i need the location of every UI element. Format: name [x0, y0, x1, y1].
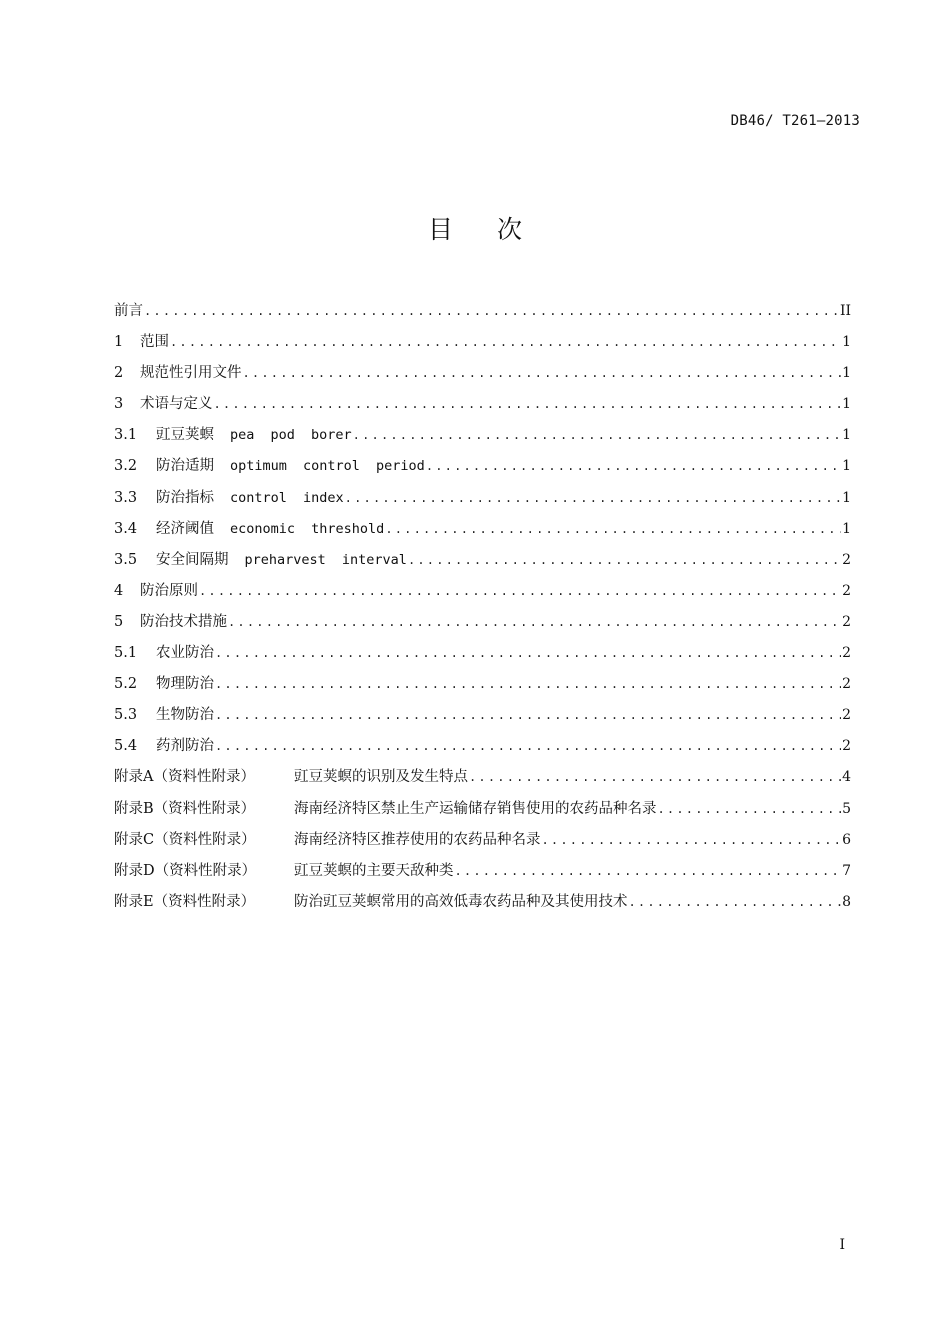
- toc-entry-label: 规范性引用文件: [140, 365, 242, 382]
- toc-entry-label: 防治豇豆荚螟常用的高效低毒农药品种及其使用技术: [294, 893, 628, 910]
- toc-entry-appendix-e[interactable]: [114, 890, 851, 921]
- toc-entry-label: 豇豆荚螟: [156, 427, 214, 444]
- toc-entry-number: 3.3: [114, 489, 138, 506]
- toc-entry-label: 海南经济特区推荐使用的农药品种名录: [294, 831, 541, 848]
- toc-entry-number: 3.5: [114, 551, 138, 568]
- toc-entry-number: 5.1: [114, 645, 138, 662]
- toc-entry-number: 2: [114, 365, 124, 382]
- toc-entry-english: control index: [230, 489, 344, 506]
- toc-entry-page: 5: [842, 800, 851, 817]
- toc-entry-page: 2: [842, 707, 851, 724]
- toc-entry-page: 1: [842, 458, 851, 475]
- toc-entry-3-3[interactable]: [114, 486, 851, 517]
- toc-entry-label: 药剂防治: [156, 738, 214, 755]
- toc-entry-page: 1: [842, 365, 851, 382]
- toc-entry-page: 1: [842, 396, 851, 413]
- toc-entry-number: 3.1: [114, 427, 138, 444]
- toc-entry-page: 2: [842, 738, 851, 755]
- toc-entry-page: 6: [842, 831, 851, 848]
- toc-entry-appendix-b[interactable]: [114, 797, 851, 828]
- toc-entry-label: 生物防治: [156, 707, 214, 724]
- toc-entry-page: 2: [842, 551, 851, 568]
- toc-entry-principles[interactable]: [114, 579, 851, 610]
- toc-entry-label: 防治原则: [140, 582, 198, 599]
- toc-leader-dots: [629, 895, 842, 909]
- toc-entry-measures[interactable]: [114, 610, 851, 641]
- toc-leader-dots: [215, 646, 841, 660]
- toc-entry-english: preharvest interval: [244, 551, 407, 568]
- toc-entry-number: 附录A（资料性附录）: [114, 769, 255, 786]
- toc-entry-number: 5.4: [114, 738, 138, 755]
- toc-entry-number: 附录C（资料性附录）: [114, 831, 256, 848]
- toc-entry-english: pea pod borer: [230, 427, 352, 444]
- toc-entry-label: 安全间隔期: [156, 551, 229, 568]
- toc-leader-dots: [408, 553, 841, 567]
- toc-leader-dots: [199, 584, 841, 598]
- toc-entry-number: 附录B（资料性附录）: [114, 800, 256, 817]
- toc-leader-dots: [426, 459, 841, 473]
- toc-entry-page: 2: [842, 676, 851, 693]
- toc-leader-dots: [658, 802, 842, 816]
- toc-leader-dots: [385, 522, 841, 536]
- toc-entry-label: 经济阈值: [156, 520, 214, 537]
- toc-entry-number: 附录E（资料性附录）: [114, 893, 256, 910]
- toc-entry-foreword[interactable]: [114, 299, 851, 330]
- toc-entry-page: 1: [842, 427, 851, 444]
- toc-entry-label: 豇豆荚螟的识别及发生特点: [294, 769, 468, 786]
- toc-entry-number: 3.2: [114, 458, 138, 475]
- toc-entry-5-1[interactable]: [114, 641, 851, 672]
- page-title: 目次: [427, 215, 566, 244]
- toc-leader-dots: [353, 428, 841, 442]
- toc-leader-dots: [215, 677, 841, 691]
- toc-entry-number: 5.2: [114, 676, 138, 693]
- toc-entry-page: 7: [842, 862, 851, 879]
- toc-entry-label: 豇豆荚螟的主要天敌种类: [294, 862, 454, 879]
- toc-entry-label: 范围: [140, 334, 169, 351]
- toc-leader-dots: [469, 770, 841, 784]
- toc-leader-dots: [144, 304, 839, 318]
- toc-entry-label: 防治指标: [156, 489, 214, 506]
- toc-entry-5-2[interactable]: [114, 672, 851, 703]
- toc-leader-dots: [243, 366, 842, 380]
- table-of-contents: [114, 299, 851, 921]
- toc-entry-label: 防治技术措施: [140, 613, 227, 630]
- standard-code: DB46/ T261—2013: [730, 113, 860, 129]
- toc-entry-label: 物理防治: [156, 676, 214, 693]
- toc-entry-page: 2: [842, 613, 851, 630]
- toc-entry-page: 1: [842, 489, 851, 506]
- toc-leader-dots: [455, 864, 842, 878]
- toc-entry-3-1[interactable]: [114, 423, 851, 454]
- toc-entry-page: 1: [842, 334, 851, 351]
- toc-entry-page: 1: [842, 520, 851, 537]
- toc-entry-terms-definitions[interactable]: [114, 392, 851, 423]
- toc-leader-dots: [170, 335, 841, 349]
- toc-entry-5-3[interactable]: [114, 703, 851, 734]
- toc-entry-appendix-a[interactable]: [114, 765, 851, 796]
- toc-entry-number: 5.3: [114, 707, 138, 724]
- toc-entry-label: 农业防治: [156, 645, 214, 662]
- toc-entry-label: 术语与定义: [140, 396, 213, 413]
- toc-entry-scope[interactable]: [114, 330, 851, 361]
- footer-page-number: I: [839, 1237, 845, 1253]
- toc-entry-3-5[interactable]: [114, 548, 851, 579]
- toc-leader-dots: [214, 397, 842, 411]
- toc-leader-dots: [215, 708, 841, 722]
- toc-entry-normative-references[interactable]: [114, 361, 851, 392]
- toc-entry-page: 2: [842, 645, 851, 662]
- toc-entry-3-2[interactable]: [114, 454, 851, 485]
- toc-entry-number: 4: [114, 582, 124, 599]
- toc-entry-appendix-d[interactable]: [114, 859, 851, 890]
- toc-leader-dots: [542, 833, 842, 847]
- toc-entry-page: II: [839, 303, 851, 319]
- toc-entry-page: 2: [842, 582, 851, 599]
- toc-entry-label: 防治适期: [156, 458, 214, 475]
- toc-entry-english: optimum control period: [230, 458, 425, 475]
- toc-entry-label: 前言: [114, 303, 143, 319]
- toc-entry-number: 3.4: [114, 520, 138, 537]
- toc-entry-number: 1: [114, 334, 124, 351]
- toc-entry-label: 海南经济特区禁止生产运输储存销售使用的农药品种名录: [294, 800, 657, 817]
- toc-entry-3-4[interactable]: [114, 517, 851, 548]
- toc-entry-page: 8: [842, 893, 851, 910]
- toc-leader-dots: [345, 491, 841, 505]
- toc-entry-number: 5: [114, 613, 124, 630]
- toc-entry-english: economic threshold: [230, 520, 385, 537]
- toc-entry-page: 4: [842, 769, 851, 786]
- toc-leader-dots: [215, 739, 841, 753]
- toc-entry-number: 3: [114, 396, 124, 413]
- toc-leader-dots: [228, 615, 841, 629]
- toc-entry-5-4[interactable]: [114, 734, 851, 765]
- toc-entry-appendix-c[interactable]: [114, 828, 851, 859]
- toc-entry-number: 附录D（资料性附录）: [114, 862, 257, 879]
